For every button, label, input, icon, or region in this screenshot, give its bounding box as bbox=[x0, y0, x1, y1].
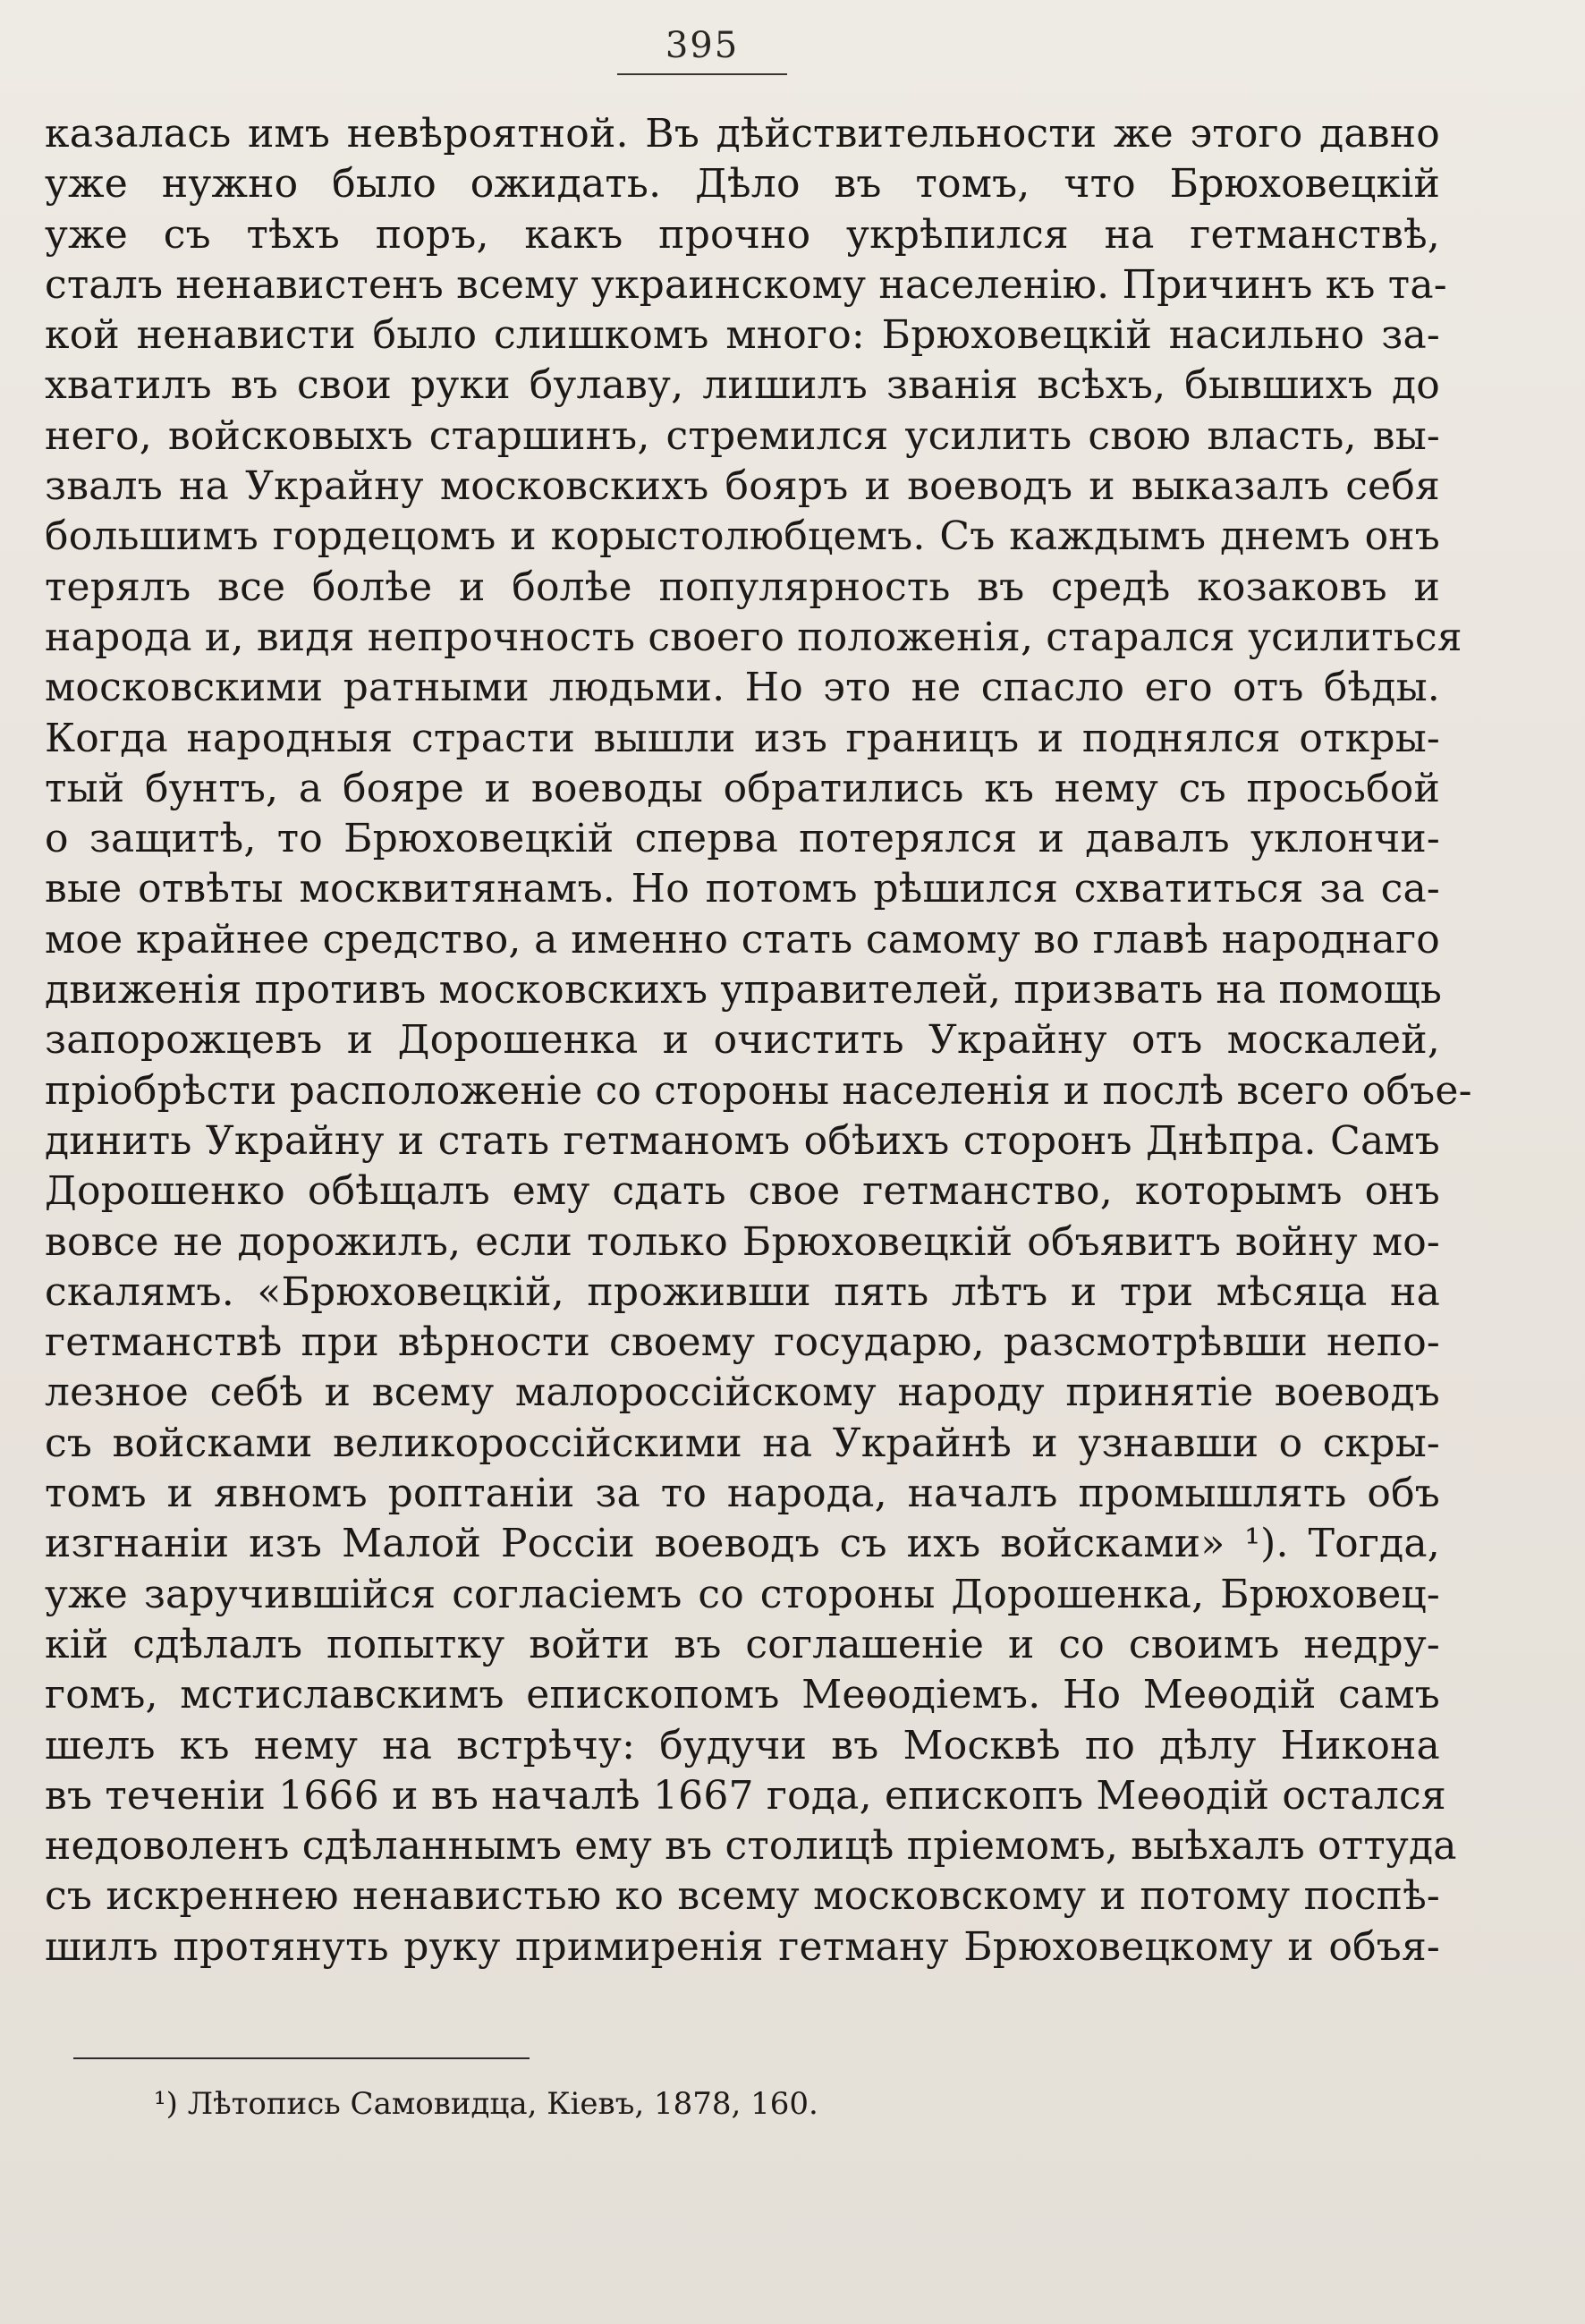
text-line: сталъ ненавистенъ всему украинскому населенію. Причинъ къ та- bbox=[45, 261, 1447, 308]
text-line: запорожцевъ и Дорошенка и очистить Украйну отъ москалей, bbox=[45, 1017, 1440, 1064]
text-line: большимъ гордецомъ и корыстолюбцемъ. Съ каждымъ днемъ онъ bbox=[45, 513, 1440, 560]
text-line: народа и, видя непрочность своего положенія, старался усилиться bbox=[45, 614, 1462, 660]
text-line: съ искреннею ненавистью ко всему московскому и потому поспѣ- bbox=[45, 1873, 1440, 1920]
text-line: уже съ тѣхъ поръ, какъ прочно укрѣпился на гетманствѣ, bbox=[45, 211, 1440, 258]
text-line: звалъ на Украйну московскихъ бояръ и воеводъ и выказалъ себя bbox=[45, 463, 1440, 510]
footnote-separator bbox=[73, 2057, 530, 2059]
text-line: мое крайнее средство, а именно стать самому во главѣ народнаго bbox=[45, 916, 1440, 963]
text-line: пріобрѣсти расположеніе со стороны населенія и послѣ всего объе- bbox=[45, 1067, 1472, 1114]
text-line: вые отвѣты москвитянамъ. Но потомъ рѣшился схватиться за са- bbox=[45, 866, 1440, 912]
text-line: уже нужно было ожидать. Дѣло въ томъ, что Брюховецкій bbox=[45, 161, 1440, 208]
page-number-rule bbox=[617, 73, 787, 75]
text-line: изгнаніи изъ Малой Россіи воеводъ съ ихъ войсками» ¹). Тогда, bbox=[45, 1521, 1440, 1567]
text-line: скалямъ. «Брюховецкій, проживши пять лѣтъ и три мѣсяца на bbox=[45, 1268, 1440, 1315]
text-line: хватилъ въ свои руки булаву, лишилъ званія всѣхъ, бывшихъ до bbox=[45, 362, 1440, 409]
text-line: гомъ, мстиславскимъ епископомъ Меѳодіемъ. Но Меѳодій самъ bbox=[45, 1672, 1440, 1718]
text-line: движенія противъ московскихъ управителей, призвать на помощь bbox=[45, 967, 1443, 1014]
text-line: томъ и явномъ роптаніи за то народа, началъ промышлять объ bbox=[45, 1471, 1440, 1517]
text-line: шелъ къ нему на встрѣчу: будучи въ Москвѣ по дѣлу Никона bbox=[45, 1722, 1440, 1768]
text-line: недоволенъ сдѣланнымъ ему въ столицѣ пріемомъ, выѣхалъ оттуда bbox=[45, 1823, 1457, 1870]
text-line: московскими ратными людьми. Но это не спасло его отъ бѣды. bbox=[45, 665, 1440, 711]
text-line: кой ненависти было слишкомъ много: Брюховецкій насильно за- bbox=[45, 312, 1440, 359]
text-line: съ войсками великороссійскими на Украйнѣ и узнавши о скры- bbox=[45, 1420, 1440, 1466]
text-line: терялъ все болѣе и болѣе популярность въ средѣ козаковъ и bbox=[45, 564, 1440, 610]
text-line: кій сдѣлалъ попытку войти въ соглашеніе и со своимъ недру- bbox=[45, 1621, 1440, 1667]
footnote bbox=[154, 2084, 818, 2124]
text-line: казалась имъ невѣроятной. Въ дѣйствительности же этого давно bbox=[45, 111, 1440, 157]
footnote-text: Лѣтопись Самовидца, Кіевъ, 1878, 160. bbox=[187, 2086, 818, 2122]
text-line: динить Украйну и стать гетманомъ обѣихъ сторонъ Днѣпра. Самъ bbox=[45, 1117, 1440, 1164]
footnote-marker: ¹) bbox=[154, 2086, 178, 2122]
body-text bbox=[45, 109, 1472, 1972]
text-line: Дорошенко обѣщалъ ему сдать свое гетманство, которымъ онъ bbox=[45, 1168, 1440, 1215]
text-line: уже заручившійся согласіемъ со стороны Дорошенка, Брюховец- bbox=[45, 1571, 1440, 1617]
page-number: 395 bbox=[665, 25, 740, 66]
text-line: тый бунтъ, а бояре и воеводы обратились къ нему съ просьбой bbox=[45, 765, 1440, 811]
text-line: шилъ протянуть руку примиренія гетману Брюховецкому и объя- bbox=[45, 1923, 1440, 1970]
text-line: Когда народныя страсти вышли изъ границъ и поднялся откры- bbox=[45, 715, 1440, 761]
text-line: гетманствѣ при вѣрности своему государю, разсмотрѣвши непо- bbox=[45, 1319, 1440, 1366]
text-line: въ теченіи 1666 и въ началѣ 1667 года, епископъ Меѳодій остался bbox=[45, 1772, 1446, 1819]
text-line: лезное себѣ и всему малороссійскому народу принятіе воеводъ bbox=[45, 1370, 1440, 1416]
text-line: него, войсковыхъ старшинъ, стремился усилить свою власть, вы- bbox=[45, 412, 1440, 459]
text-line: вовсе не дорожилъ, если только Брюховецкій объявитъ войну мо- bbox=[45, 1218, 1440, 1265]
text-line: о защитѣ, то Брюховецкій сперва потерялся и давалъ уклончи- bbox=[45, 816, 1440, 862]
